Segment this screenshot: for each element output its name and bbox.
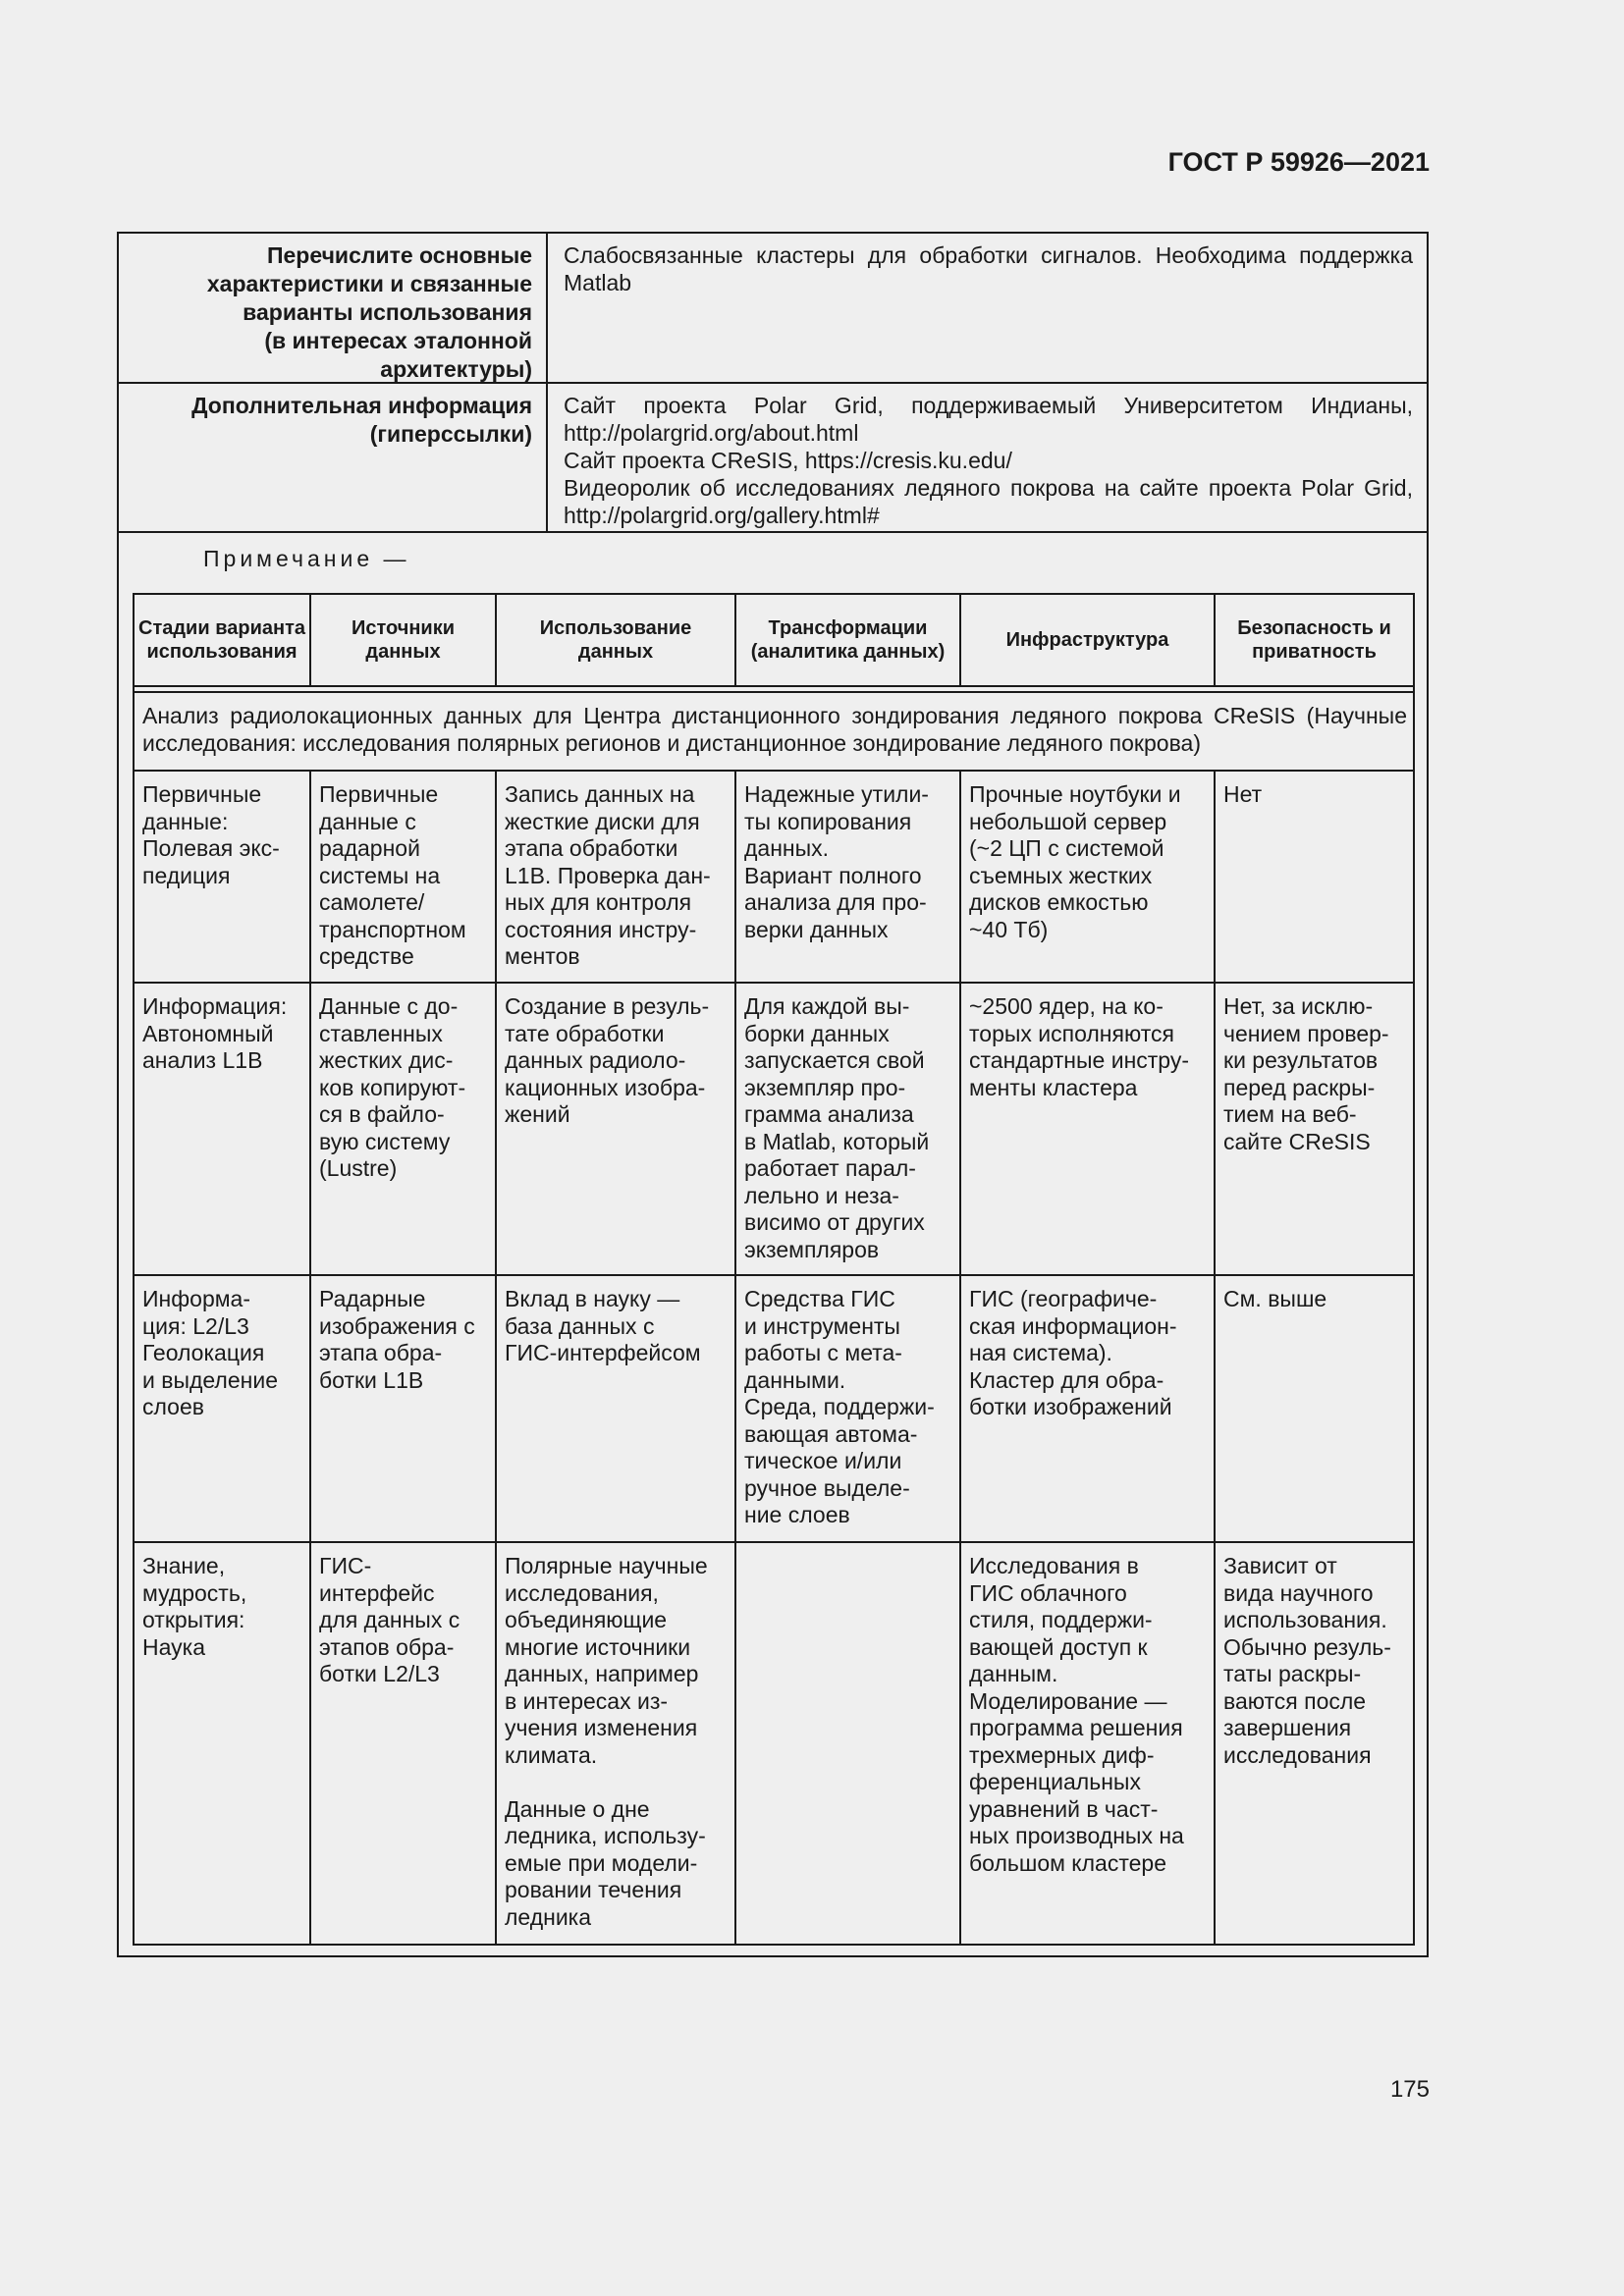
table-row <box>134 1275 1414 1542</box>
table-row <box>134 771 1414 983</box>
table-cell: См. выше <box>1215 1275 1414 1542</box>
header-row <box>134 594 1414 686</box>
table-cell: Запись данных на жесткие диски для этапа обработки L1B. Проверка дан- ных для контроля состояния инстру- ментов <box>496 771 735 983</box>
table-cell: Данные с до- ставленных жестких дис- ков копируют- ся в файло- вую систему (Lustre) <box>310 983 496 1275</box>
link-polargrid-about: Сайт проекта Polar Grid, поддерживаемый Университетом Индианы, http://polargrid.org/about.html <box>564 393 1413 446</box>
table-cell <box>735 1542 960 1945</box>
characteristics-value: Слабосвязанные кластеры для обработки сигналов. Необходима поддержка Matlab <box>564 242 1413 295</box>
table-cell: Информа- ция: L2/L3 Геолокация и выделение слоев <box>134 1275 310 1542</box>
additional-info-value <box>548 384 1427 531</box>
additional-info-row <box>119 384 1427 533</box>
table-cell: Прочные ноутбуки и небольшой сервер (~2 ЦП с системой съемных жестких дисков емкостью ~40 Тб) <box>960 771 1215 983</box>
table-cell: Первичные данные: Полевая экс- педиция <box>134 771 310 983</box>
table-cell: Средства ГИС и инструменты работы с мета- данными. Среда, поддержи- вающая автома- тическое и/или ручное выделе- ние слоев <box>735 1275 960 1542</box>
table-row <box>134 983 1414 1275</box>
table-cell: Надежные утили- ты копирования данных. Вариант полного анализа для про- верки данных <box>735 771 960 983</box>
document-code: ГОСТ Р 59926—2021 <box>1167 147 1430 177</box>
table-cell: Нет <box>1215 771 1414 983</box>
table-cell: ГИС- интерфейс для данных с этапов обра- ботки L2/L3 <box>310 1542 496 1945</box>
table-cell: Полярные научные исследования, объединяющие многие источники данных, например в интересах из- учения изменения климата. Данные о дне ледника, использу- емые при модели- ровании течения ледника <box>496 1542 735 1945</box>
use-case-stages-table <box>133 593 1413 1943</box>
table-cell: Для каждой вы- борки данных запускается свой экземпляр про- грамма анализа в Matlab, который работает парал- лельно и неза- висимо от других экземпляров <box>735 983 960 1275</box>
additional-info-label: Дополнительная информация (гиперссылки) <box>119 384 548 531</box>
header-security: Безопасность и приватность <box>1215 594 1414 686</box>
header-sources: Источники данных <box>310 594 496 686</box>
table-cell: Исследования в ГИС облачного стиля, поддержи- вающей доступ к данным. Моделирование — программа решения трехмерных диф- ференциальных уравнений в част- ных производных на большом кластере <box>960 1542 1215 1945</box>
table-cell: Первичные данные с радарной системы на самолете/ транспортном средстве <box>310 771 496 983</box>
page-number: 175 <box>1389 2076 1430 2103</box>
table-cell: Зависит от вида научного использования. Обычно резуль- таты раскры- ваются после завершения исследования <box>1215 1542 1414 1945</box>
header-stages: Стадии варианта использования <box>134 594 310 686</box>
table-cell: Вклад в науку — база данных с ГИС-интерфейсом <box>496 1275 735 1542</box>
table-row <box>134 1542 1414 1945</box>
table-cell: Создание в резуль- тате обработки данных радиоло- кационных изобра- жений <box>496 983 735 1275</box>
header-infrastructure: Инфраструктура <box>960 594 1215 686</box>
header-usage: Использование данных <box>496 594 735 686</box>
note-label: Примечание — <box>203 546 410 571</box>
table-cell: Радарные изображения с этапа обра- ботки L1B <box>310 1275 496 1542</box>
table-cell: ~2500 ядер, на ко- торых исполняются стандартные инстру- менты кластера <box>960 983 1215 1275</box>
use-case-title: Анализ радиолокационных данных для Центра дистанционного зондирования ледяного покрова CReSIS (Научные исследования: исследования полярных регионов и дистанционное зондирование ледяного покрова) <box>134 692 1414 771</box>
table-cell: Информация: Автономный анализ L1B <box>134 983 310 1275</box>
link-cresis: Сайт проекта CReSIS, https://cresis.ku.edu/ <box>564 448 1012 473</box>
characteristics-row <box>119 234 1427 384</box>
characteristics-label: Перечислите основные характеристики и связанные варианты использования (в интересах эталонной архитектуры) <box>119 234 548 382</box>
link-polargrid-gallery: Видеоролик об исследованиях ледяного покрова на сайте проекта Polar Grid, http://polargrid.org/gallery.html# <box>564 475 1413 528</box>
table-cell: Нет, за исклю- чением провер- ки результатов перед раскры- тием на веб- сайте CReSIS <box>1215 983 1414 1275</box>
table-cell: ГИС (географиче- ская информацион- ная система). Кластер для обра- ботки изображений <box>960 1275 1215 1542</box>
table-cell: Знание, мудрость, открытия: Наука <box>134 1542 310 1945</box>
span-row <box>134 692 1414 771</box>
header-transformations: Трансформации (аналитика данных) <box>735 594 960 686</box>
outer-table <box>117 232 1429 1957</box>
